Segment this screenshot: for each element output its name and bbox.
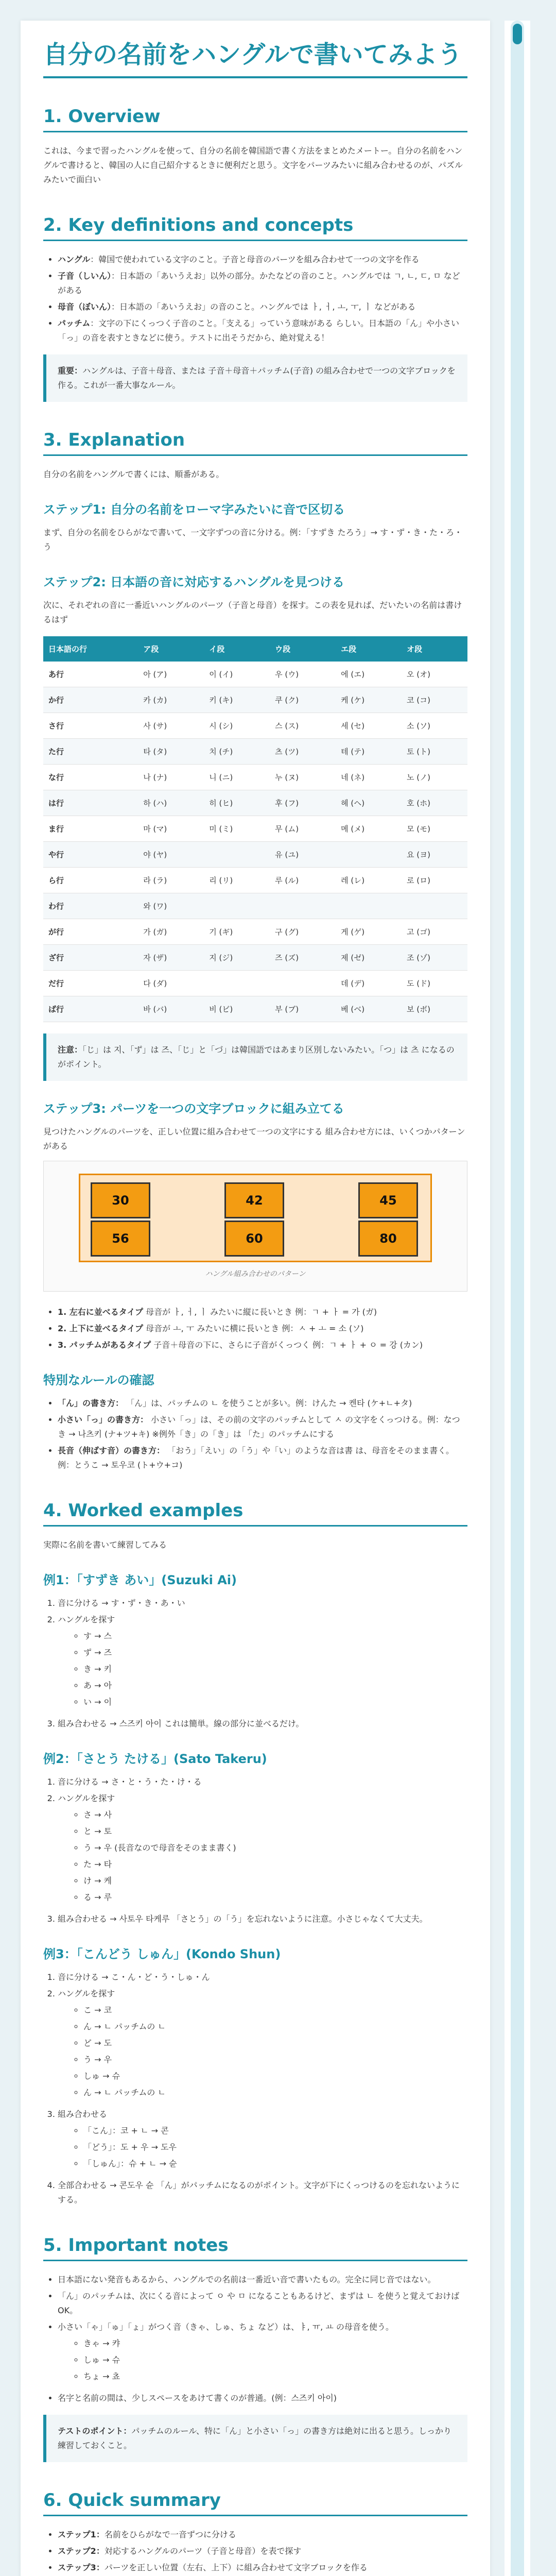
table-cell: 부 (ブ)	[270, 996, 336, 1022]
table-cell: 유 (ユ)	[270, 842, 336, 868]
example1-heading: 例1：「すずき あい」(Suzuki Ai)	[43, 1573, 237, 1587]
step2-heading: ステップ2: 日本語の音に対応するハングルを見つける	[43, 575, 344, 589]
table-cell: 미 (ミ)	[204, 816, 270, 842]
table-cell: 자 (ザ)	[138, 945, 204, 971]
pattern-item: • 2. 上下に並べるタイプ 母音が ㅗ, ㅜ みたいに横に長いとき 例：ㅅ + ㅗ = 소 (ソ)	[58, 1321, 467, 1336]
table-cell	[204, 842, 270, 868]
table-cell: 하 (ハ)	[138, 790, 204, 816]
table-row	[43, 868, 467, 893]
table-cell: さ行	[43, 713, 138, 739]
table-cell: 제 (ゼ)	[336, 945, 402, 971]
table-cell: が行	[43, 919, 138, 945]
table-row	[43, 919, 467, 945]
table-cell	[270, 893, 336, 919]
table-cell	[204, 893, 270, 919]
pattern-item: • 1. 左右に並べるタイプ 母音が ㅏ, ㅓ, ㅣ みたいに縦に長いとき 例：ㄱ + ㅏ = 가 (ガ)	[58, 1305, 467, 1319]
table-cell: 타 (タ)	[138, 739, 204, 765]
table-cell: 무 (ム)	[270, 816, 336, 842]
diagram-caption: ハングル組み合わせのパターン	[205, 1270, 306, 1278]
table-cell: か行	[43, 687, 138, 713]
table-cell: 비 (ビ)	[204, 996, 270, 1022]
table-cell: ざ行	[43, 945, 138, 971]
table-cell: 즈 (ズ)	[270, 945, 336, 971]
table-cell	[336, 893, 402, 919]
diagram-cell: 45	[358, 1182, 418, 1218]
table-cell: ば行	[43, 996, 138, 1022]
table-row	[43, 662, 467, 687]
table-cell: 게 (ゲ)	[336, 919, 402, 945]
table-cell: 스 (ス)	[270, 713, 336, 739]
overview-text: これは、今まで習ったハングルを使って、自分の名前を韓国語で書く方法をまとめたメートー。自分の名前をハングルで書けると、韓国の人に自己紹介するときに便利だと思う。文字をパーツみたいに組み合わせるのが、パズルみたいで面白い	[43, 146, 463, 184]
diagram-cell: 80	[358, 1221, 418, 1257]
definition-item: • パッチム：文字の下にくっつく子音のこと。「支える」っていう意味がある らしい。日本語の「ん」や小さい「っ」の音を表すときなどに使う。テストに出そうだから、絶対覚える！	[58, 316, 467, 345]
special-rule-item: • 小さい「っ」の書き方： 小さい「っ」は、その前の文字のパッチムとして ㅅ の文字をくっつける。例：なつき → 나츠키 (ナ+ツ+キ) ※例外「き」の「き」は 「た」のパッチムにする	[58, 1413, 467, 1442]
table-cell: 니 (ニ)	[204, 765, 270, 790]
table-cell: 시 (シ)	[204, 713, 270, 739]
step3-heading: ステップ3: パーツを一つの文字ブロックに組み立てる	[43, 1101, 344, 1116]
table-note: 注意：「じ」は 지、「ず」は 즈、「じ」と「づ」は韓国語ではあまり区別しないみたい。「つ」は 츠 になるのがポイント。	[43, 1033, 467, 1081]
table-cell: 보 (ボ)	[402, 996, 467, 1022]
step2-text: 次に、それぞれの音に一番近いハングルのパーツ（子音と母音）を探す。この表を見れば、だいたいの名前は書けるはず	[43, 600, 462, 624]
table-cell: 고 (ゴ)	[402, 919, 467, 945]
table-cell: 요 (ヨ)	[402, 842, 467, 868]
table-cell: 다 (ダ)	[138, 971, 204, 996]
table-row	[43, 687, 467, 713]
explanation-intro: 自分の名前をハングルで書くには、順番がある。	[43, 469, 224, 479]
table-cell: 누 (ヌ)	[270, 765, 336, 790]
table-row	[43, 996, 467, 1022]
example3-steps: 1. 音に分ける → こ・ん・ど・う・しゅ・ん 2. ハングルを探す ◦ こ → 코 ◦ ん → ㄴ パッチムの ㄴ ◦ ど → 도 ◦ う → 우 ◦ しゅ → 슈 ◦ ん → ㄴ パッチムの ㄴ 3. 組み合わせる ◦ 「こん」：코 + ㄴ → 콘 ◦ 「どう」：도 + 우 → 도우 ◦ 「しゅん」：슈 + ㄴ → 슌 4. 全部合わせる → 콘도우 슌 「ん」がパッチムになるのがポイント。文字が下にくっつけるのを忘れないようにする。	[43, 1970, 467, 2207]
document-card	[21, 21, 490, 2576]
summary-heading: 6. Quick summary	[43, 2490, 467, 2516]
definition-item: • 子音（しいん）：日本語の「あいうえお」以外の部分。かたなどの音のこと。ハングルでは ㄱ, ㄴ, ㄷ, ㅁ などがある	[58, 269, 467, 298]
table-cell: 야 (ヤ)	[138, 842, 204, 868]
table-cell: 가 (ガ)	[138, 919, 204, 945]
example2-steps: 1. 音に分ける → さ・と・う・た・け・る 2. ハングルを探す ◦ さ → 사 ◦ と → 토 ◦ う → 우 (長音なので母音をそのまま書く) ◦ た → 타 ◦ け → 케 ◦ る → 루 3. 組み合わせる → 사토우 타케루 「さとう」の「う」を忘れないように注意。小さじゃなくて大丈夫。	[43, 1775, 467, 1926]
table-cell: 이 (イ)	[204, 662, 270, 687]
table-cell: 히 (ヒ)	[204, 790, 270, 816]
notes-list: • 日本語にない発音もあるから、ハングルでの名前は一番近い音で書いたもの。完全に同じ音ではない。 • 「ん」のパッチムは、次にくる音によって ㅇ や ㅁ になることもあるけど、まずは ㄴ を使うと覚えておけばOK。 • 小さい「ゃ」「ゅ」「ょ」がつく音（きゃ、しゅ、ちょ など）は、ㅑ, ㅠ, ㅛ の母音を使う。 ◦ きゃ → 캬 ◦ しゅ → 슈 ◦ ちょ → 쵸 • 名字と名前の間は、少しスペースをあけて書くのが普通。(例：스즈키 아이)	[43, 2273, 467, 2405]
diagram-cell: 30	[91, 1182, 150, 1218]
table-row	[43, 971, 467, 996]
table-cell: 루 (ル)	[270, 868, 336, 893]
table-cell: 지 (ジ)	[204, 945, 270, 971]
table-cell: 헤 (ヘ)	[336, 790, 402, 816]
table-cell: 케 (ケ)	[336, 687, 402, 713]
table-cell: 메 (メ)	[336, 816, 402, 842]
definitions-heading: 2. Key definitions and concepts	[43, 215, 467, 241]
table-row	[43, 790, 467, 816]
diagram-grid	[79, 1174, 432, 1262]
table-cell: 기 (ギ)	[204, 919, 270, 945]
table-cell: 나 (ナ)	[138, 765, 204, 790]
definitions-list	[43, 252, 467, 345]
table-cell: 에 (エ)	[336, 662, 402, 687]
table-cell: 바 (バ)	[138, 996, 204, 1022]
table-cell: 도 (ド)	[402, 971, 467, 996]
table-cell: 오 (オ)	[402, 662, 467, 687]
table-cell: 쿠 (ク)	[270, 687, 336, 713]
diagram-cell: 56	[91, 1221, 150, 1257]
table-cell: 소 (ソ)	[402, 713, 467, 739]
step3-text: 見つけたハングルのパーツを、正しい位置に組み合わせて一つの文字にする 組み合わせ方には、いくつかパターンがある	[43, 1127, 465, 1151]
table-cell: 코 (コ)	[402, 687, 467, 713]
table-cell: ら行	[43, 868, 138, 893]
table-row	[43, 842, 467, 868]
table-row	[43, 739, 467, 765]
summary-list: • ステップ1：名前をひらがなで一音ずつに分ける • ステップ2：対応するハングルのパーツ（子音と母音）を表で探す • ステップ3：パーツを正しい位置（左右、上下）に組み合わせて文字ブロックを作る	[43, 2528, 467, 2576]
table-cell: 라 (ラ)	[138, 868, 204, 893]
important-note: 重要：ハングルは、子音＋母音、または 子音＋母音＋パッチム(子音) の組み合わせで一つの文字ブロックを作る。これが一番大事なルール。	[43, 354, 467, 402]
pattern-item: • 3. パッチムがあるタイプ 子音＋母音の下に、さらに子音がくっつく 例：ㄱ + ㅏ + ㅇ = 강 (カン)	[58, 1338, 467, 1352]
example3-heading: 例3：「こんどう しゅん」(Kondo Shun)	[43, 1947, 281, 1961]
test-point-note: テストのポイント：パッチムのルール、特に「ん」と小さい「っ」の書き方は絶対に出ると思う。しっかり練習しておくこと。	[43, 2415, 467, 2462]
table-cell: 와 (ワ)	[138, 893, 204, 919]
special-rules-heading: 特別なルールの確認	[43, 1373, 154, 1387]
table-cell: だ行	[43, 971, 138, 996]
block-diagram	[43, 1161, 467, 1292]
table-cell: や行	[43, 842, 138, 868]
table-row	[43, 713, 467, 739]
diagram-cell: 60	[224, 1221, 284, 1257]
example2-heading: 例2：「さとう たける」(Sato Takeru)	[43, 1752, 267, 1766]
table-cell: 데 (デ)	[336, 971, 402, 996]
table-cell: 츠 (ツ)	[270, 739, 336, 765]
table-row	[43, 893, 467, 919]
table-cell: 호 (ホ)	[402, 790, 467, 816]
step1-heading: ステップ1: 自分の名前をローマ字みたいに音で区切る	[43, 502, 345, 517]
table-cell	[204, 971, 270, 996]
table-cell: 노 (ノ)	[402, 765, 467, 790]
overview-heading: 1. Overview	[43, 106, 467, 132]
table-cell: 치 (チ)	[204, 739, 270, 765]
table-cell: 세 (セ)	[336, 713, 402, 739]
scrollbar-track[interactable]	[511, 21, 524, 2576]
table-cell: あ行	[43, 662, 138, 687]
table-cell: 네 (ネ)	[336, 765, 402, 790]
table-cell: 조 (ゾ)	[402, 945, 467, 971]
table-cell: 테 (テ)	[336, 739, 402, 765]
table-cell: 우 (ウ)	[270, 662, 336, 687]
table-cell: 베 (ベ)	[336, 996, 402, 1022]
special-rules-list	[43, 1396, 467, 1472]
step1-text: まず、自分の名前をひらがなで書いて、一文字ずつの音に分ける。例：「すずき たろう」→ す・ず・き・た・ろ・う	[43, 528, 463, 552]
special-rule-item: • 長音（伸ばす音）の書き方： 「おう」「えい」の「う」や「い」のような音は書 は、母音をそのまま書く。例：とうこ → 토우코 (ト+ウ+コ)	[58, 1444, 467, 1472]
table-cell: 사 (サ)	[138, 713, 204, 739]
table-cell: 리 (リ)	[204, 868, 270, 893]
table-cell: 후 (フ)	[270, 790, 336, 816]
special-rule-item: • 「ん」の書き方： 「ん」は、パッチムの ㄴ を使うことが多い。例：けんた → 켄타 (ケ+ㄴ+タ)	[58, 1396, 467, 1411]
table-cell: 마 (マ)	[138, 816, 204, 842]
table-cell: 아 (ア)	[138, 662, 204, 687]
table-cell: 키 (キ)	[204, 687, 270, 713]
table-cell: 모 (モ)	[402, 816, 467, 842]
table-cell: た行	[43, 739, 138, 765]
example1-steps: 1. 音に分ける → す・ず・き・あ・い 2. ハングルを探す ◦ す → 스 ◦ ず → 즈 ◦ き → 키 ◦ あ → 아 ◦ い → 이 3. 組み合わせる → 스즈키 아이 これは簡単。線の部分に並べるだけ。	[43, 1596, 467, 1731]
definition-item: • ハングル：韓国で使われている文字のこと。子音と母音のパーツを組み合わせて一つの文字を作る	[58, 252, 467, 267]
table-cell	[270, 971, 336, 996]
table-cell: 카 (カ)	[138, 687, 204, 713]
table-cell: な行	[43, 765, 138, 790]
examples-intro: 実際に名前を書いて練習してみる	[43, 1540, 167, 1550]
table-cell: わ行	[43, 893, 138, 919]
table-cell: 로 (ロ)	[402, 868, 467, 893]
table-cell	[336, 842, 402, 868]
table-cell: ま行	[43, 816, 138, 842]
table-cell: 구 (グ)	[270, 919, 336, 945]
table-row	[43, 816, 467, 842]
table-cell	[402, 893, 467, 919]
table-cell: 레 (レ)	[336, 868, 402, 893]
diagram-cell: 42	[224, 1182, 284, 1218]
scrollbar-thumb[interactable]	[513, 24, 522, 44]
hangul-table: 日本語の行 ア段 イ段 ウ段 エ段 オ段 あ行 아 (ア) 이 (イ) 우 (ウ) 에 (エ) 오 (オ) か行 카 (カ) 키 (キ) 쿠 (ク) 케 (ケ) 코 (コ) さ行 사 (サ) 시 (シ) 스 (ス) 세 (セ) 소 (ソ) た行 타 (タ) 치 (チ) 츠 (ツ) 테 (テ) 토 (ト) な行 나 (ナ) 니 (ニ) 누 (ヌ) 네 (ネ) 노 (ノ) は行 하 (ハ) 히 (ヒ) 후 (フ) 헤 (ヘ) 호 (ホ) ま行 마 (マ) 미 (ミ) 무 (ム) 메 (メ) 모 (モ) や行 야 (ヤ) 유 (ユ) 요 (ヨ) ら行 라 (ラ) 리 (リ) 루 (ル) 레 (レ) 로 (ロ) わ行 와 (ワ) が行 가 (ガ) 기 (ギ) 구 (グ) 게 (ゲ) 고 (ゴ) ざ行 자 (ザ) 지 (ジ) 즈 (ズ) 제 (ゼ) 조 (ゾ) だ行 다 (ダ) 데 (デ) 도 (ド) ば行 바 (バ) 비 (ビ) 부 (ブ) 베 (ベ) 보 (ボ)	[43, 636, 467, 1022]
table-row	[43, 765, 467, 790]
notes-heading: 5. Important notes	[43, 2235, 467, 2261]
table-cell: は行	[43, 790, 138, 816]
explanation-heading: 3. Explanation	[43, 430, 467, 456]
examples-heading: 4. Worked examples	[43, 1500, 467, 1527]
definition-item: • 母音（ぼいん）：日本語の「あいうえお」の音のこと。ハングルでは ㅏ, ㅓ, ㅗ, ㅜ, ㅣ などがある	[58, 300, 467, 314]
table-cell: 토 (ト)	[402, 739, 467, 765]
table-row	[43, 945, 467, 971]
page-title: 自分の名前をハングルで書いてみよう	[43, 39, 467, 78]
pattern-list	[43, 1305, 467, 1352]
